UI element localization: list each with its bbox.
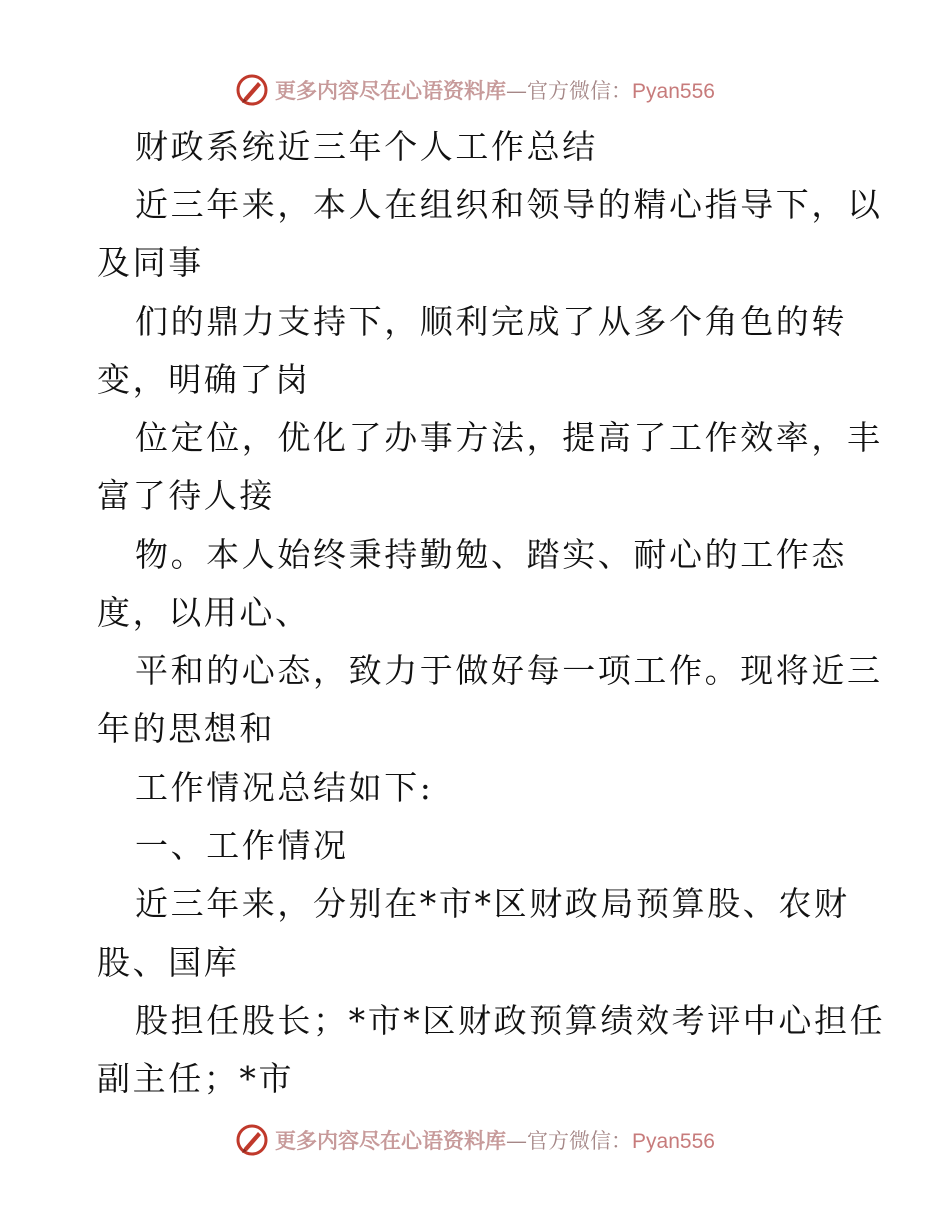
text-line: 位定位，优化了办事方法，提高了工作效率，丰 — [135, 418, 883, 457]
text-line: 度，以用心、 — [97, 593, 311, 632]
pen-logo-icon — [235, 1123, 269, 1157]
text-line: 副主任；*市 — [97, 1059, 295, 1098]
text-line: 及同事 — [97, 243, 204, 282]
text-line: 股、国库 — [97, 943, 240, 982]
text-line: 年的思想和 — [97, 709, 275, 748]
text-line: 物。本人始终秉持勤勉、踏实、耐心的工作态 — [135, 535, 847, 574]
header-banner — [0, 70, 950, 110]
text-line: 富了待人接 — [97, 476, 275, 515]
banner-wechat-id: Pyan556 — [632, 1130, 715, 1153]
banner-wechat-id: Pyan556 — [632, 80, 715, 103]
pen-logo-icon — [235, 73, 269, 107]
text-line: 近三年来，分别在*市*区财政局预算股、农财 — [135, 884, 850, 923]
banner-text — [275, 1125, 715, 1155]
banner-text — [275, 75, 715, 105]
banner-site-name: 更多内容尽在心语资料库 — [275, 78, 507, 103]
footer-banner — [0, 1120, 950, 1160]
banner-wechat-label: —官方微信： — [506, 79, 633, 103]
banner-site-name: 更多内容尽在心语资料库 — [275, 1128, 507, 1153]
text-line: 近三年来，本人在组织和领导的精心指导下，以 — [135, 185, 883, 224]
text-line: 们的鼎力支持下，顺利完成了从多个角色的转 — [135, 302, 847, 341]
document-title: 财政系统近三年个人工作总结 — [135, 127, 598, 166]
text-line: 股担任股长；*市*区财政预算绩效考评中心担任 — [135, 1001, 886, 1040]
text-line: 工作情况总结如下: — [135, 768, 434, 807]
text-line: 变，明确了岗 — [97, 360, 311, 399]
section-heading: 一、工作情况 — [135, 826, 349, 865]
banner-wechat-label: —官方微信： — [506, 1129, 633, 1153]
text-line: 平和的心态，致力于做好每一项工作。现将近三 — [135, 651, 883, 690]
